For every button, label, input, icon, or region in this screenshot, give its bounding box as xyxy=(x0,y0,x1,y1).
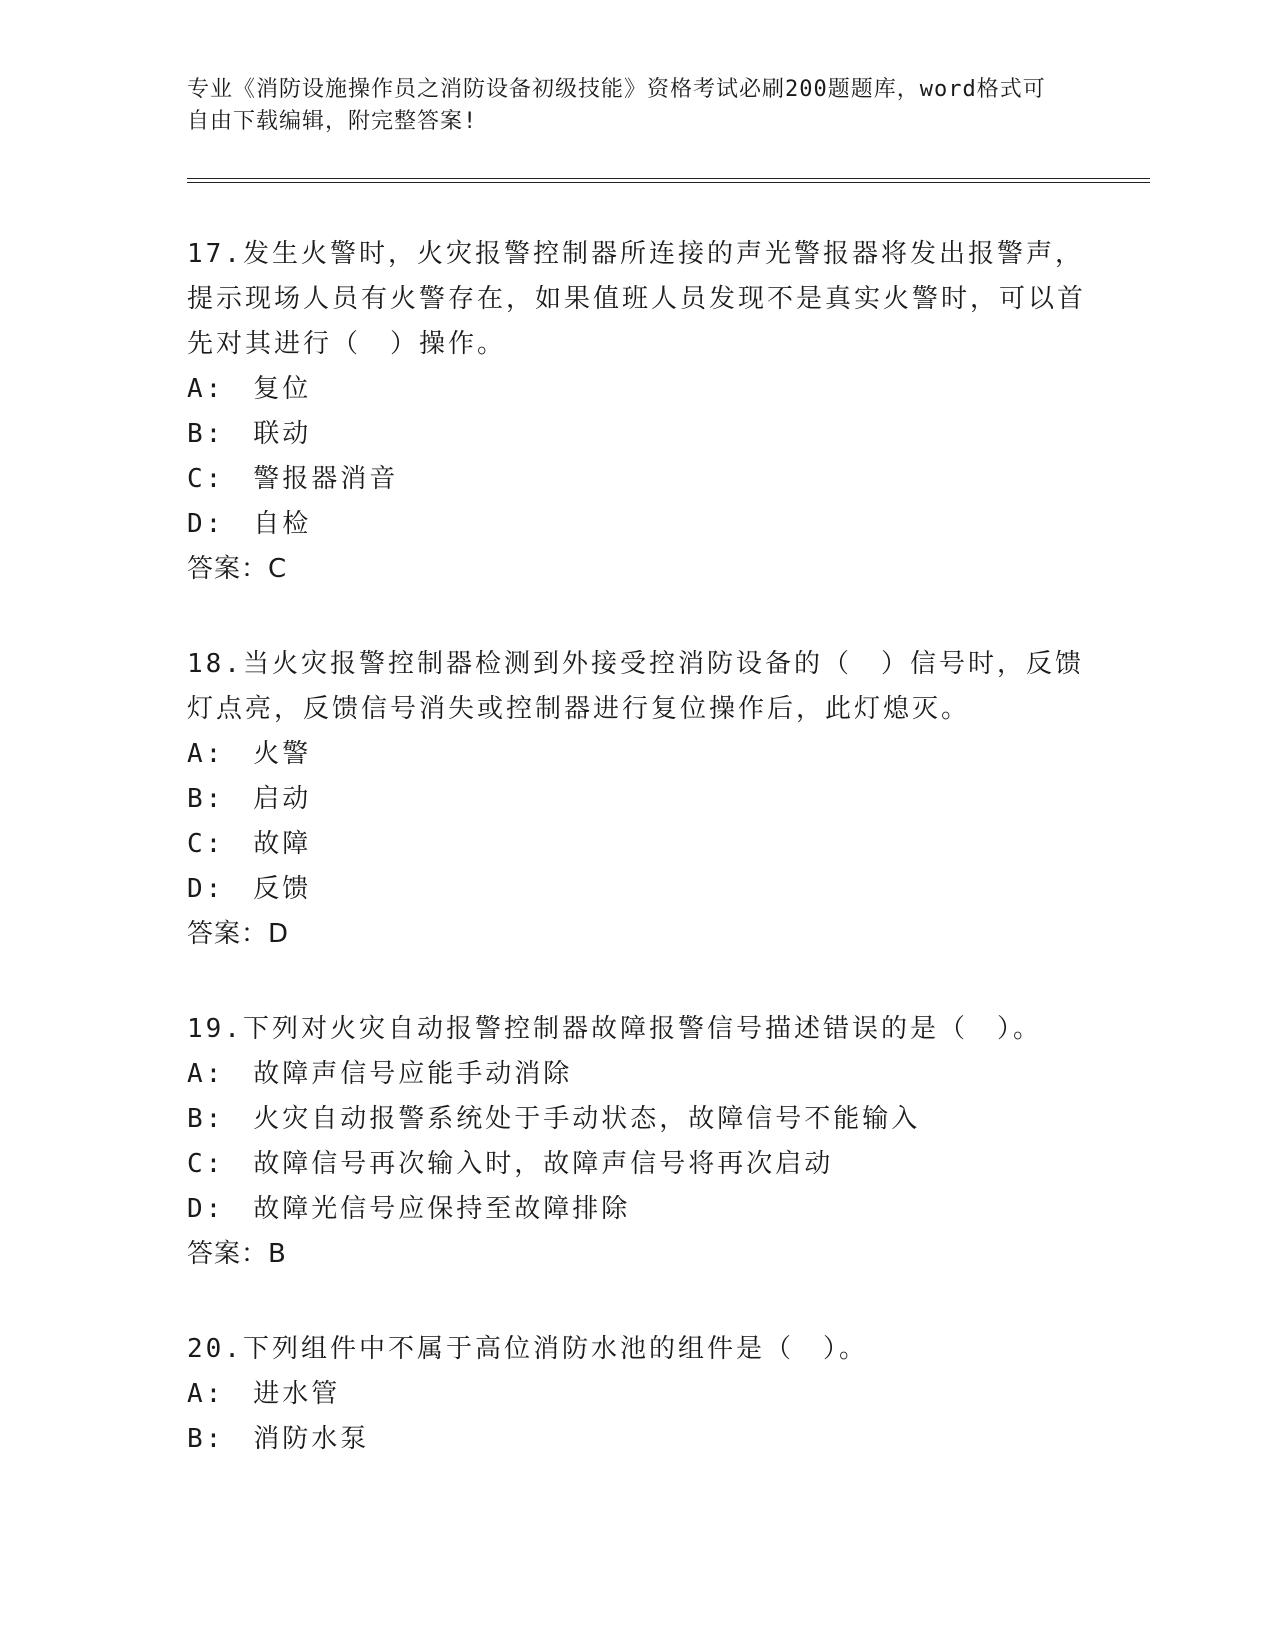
option-d: D: 自检 xyxy=(187,509,312,539)
option-b: B: 消防水泵 xyxy=(187,1424,370,1454)
question-stem: 18.当火灾报警控制器检测到外接受控消防设备的（ ）信号时，反馈灯点亮，反馈信号消失或控制器进行复位操作后，此灯熄灭。 xyxy=(187,649,1084,724)
option-a: A: 故障声信号应能手动消除 xyxy=(187,1059,573,1089)
header-divider-top xyxy=(187,178,1150,179)
question-stem: 19.下列对火灾自动报警控制器故障报警信号描述错误的是（ ）。 xyxy=(187,1014,1042,1044)
option-b: B: 联动 xyxy=(187,419,312,449)
question-stem: 17.发生火警时，火灾报警控制器所连接的声光警报器将发出报警声，提示现场人员有火警存在，如果值班人员发现不是真实火警时，可以首先对其进行（ ）操作。 xyxy=(187,239,1087,359)
option-c: C: 警报器消音 xyxy=(187,464,399,494)
option-a: A: 复位 xyxy=(187,374,312,404)
answer: 答案：B xyxy=(187,1239,287,1269)
question-stem: 20.下列组件中不属于高位消防水池的组件是（ ）。 xyxy=(187,1334,868,1364)
option-c: C: 故障 xyxy=(187,829,312,859)
answer: 答案：D xyxy=(187,919,290,949)
option-d: D: 故障光信号应保持至故障排除 xyxy=(187,1194,631,1224)
question-18 xyxy=(187,642,1087,957)
header-divider-bottom xyxy=(187,182,1150,183)
option-a: A: 进水管 xyxy=(187,1379,341,1409)
option-d: D: 反馈 xyxy=(187,874,312,904)
option-a: A: 火警 xyxy=(187,739,312,769)
option-b: B: 火灾自动报警系统处于手动状态，故障信号不能输入 xyxy=(187,1104,921,1134)
option-c: C: 故障信号再次输入时，故障声信号将再次启动 xyxy=(187,1149,834,1179)
question-19 xyxy=(187,1007,1087,1277)
question-17 xyxy=(187,232,1087,592)
option-b: B: 启动 xyxy=(187,784,312,814)
question-20 xyxy=(187,1327,1087,1462)
answer: 答案：C xyxy=(187,554,288,584)
document-header: 专业《消防设施操作员之消防设备初级技能》资格考试必刷200题题库，word格式可自由下载编辑，附完整答案! xyxy=(187,77,1046,134)
